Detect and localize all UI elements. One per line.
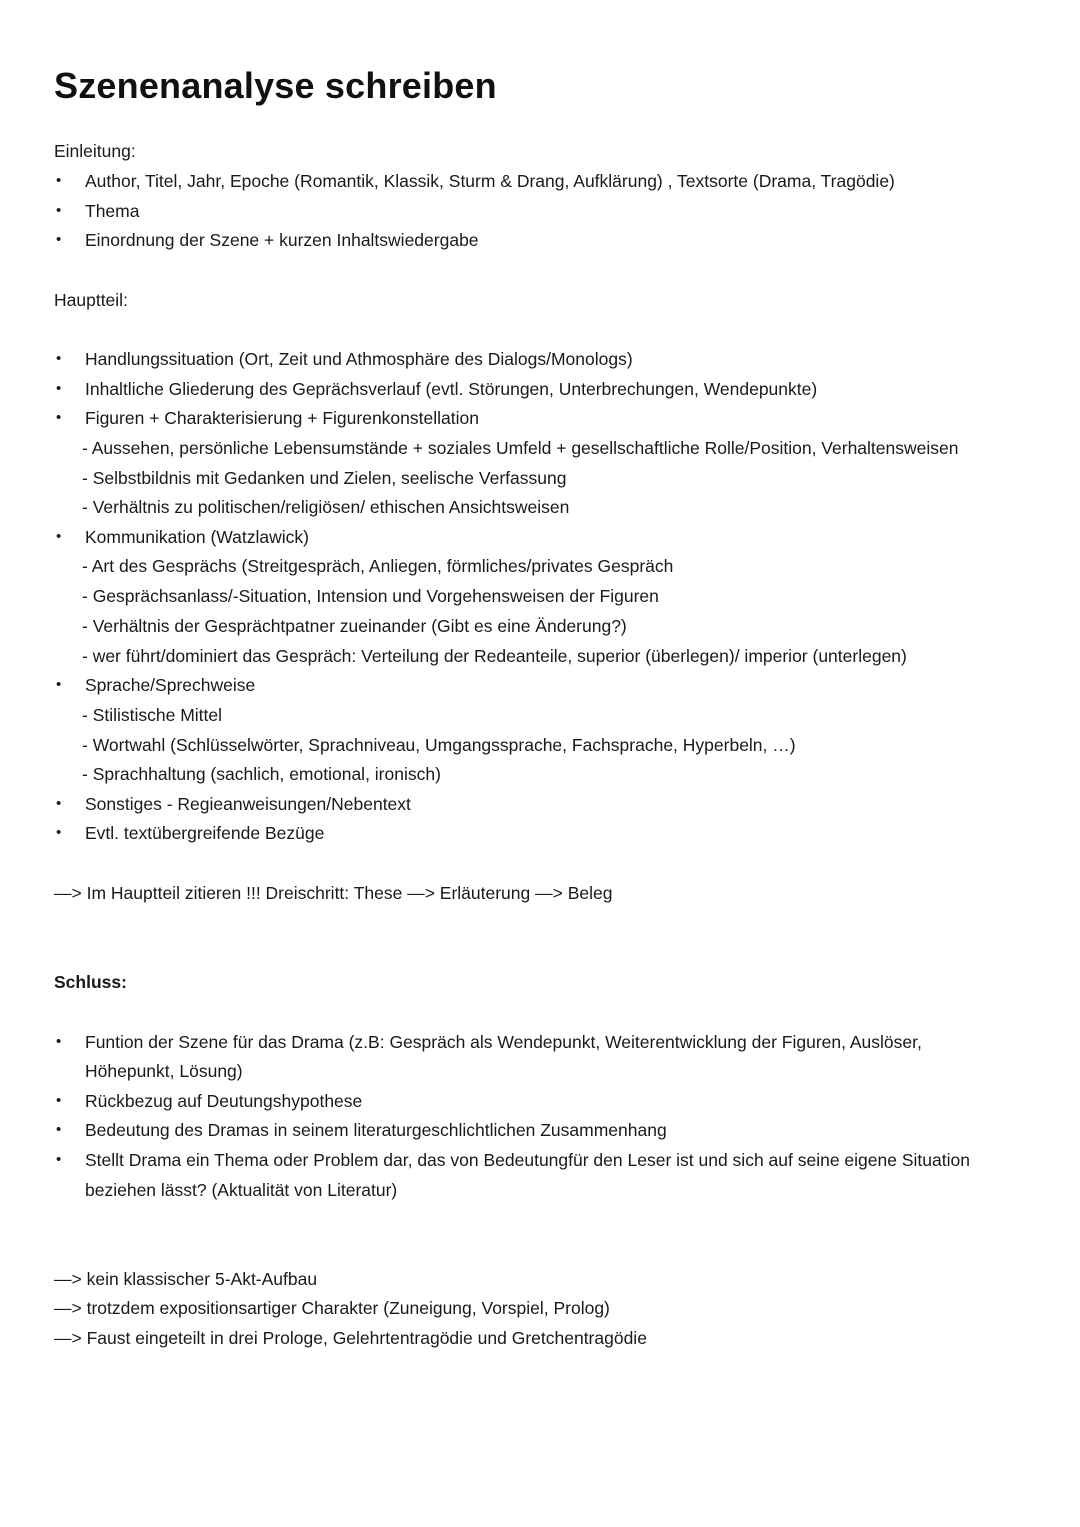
bullet-icon: •	[56, 1033, 62, 1050]
list-item-text: Bedeutung des Dramas in seinem literaturgeschlichtlichen Zusammenhang	[85, 1120, 667, 1140]
closing-note: —> kein klassischer 5-Akt-Aufbau	[54, 1269, 318, 1289]
list-item-text: Stellt Drama ein Thema oder Problem dar, das von Bedeutungfür den Leser ist und sich auf seine eigene Situation	[85, 1150, 970, 1170]
list-item-text: Kommunikation (Watzlawick)	[85, 527, 309, 547]
list-item-text: Author, Titel, Jahr, Epoche (Romantik, Klassik, Sturm & Drang, Aufklärung) , Textsorte (Drama, Tragödie)	[85, 171, 895, 191]
bullet-icon: •	[56, 795, 62, 812]
bullet-icon: •	[56, 528, 62, 545]
bullet-icon: •	[56, 1151, 62, 1168]
bullet-icon: •	[56, 1092, 62, 1109]
list-item-text: Funtion der Szene für das Drama (z.B: Gespräch als Wendepunkt, Weiterentwicklung der Figuren, Auslöser,	[85, 1032, 922, 1052]
bullet-icon: •	[56, 231, 62, 248]
bullet-icon: •	[56, 350, 62, 367]
sub-item: - Selbstbildnis mit Gedanken und Zielen, seelische Verfassung	[82, 468, 567, 488]
list-item-continuation: Höhepunkt, Lösung)	[85, 1061, 243, 1081]
sub-item: - Aussehen, persönliche Lebensumstände + soziales Umfeld + gesellschaftliche Rolle/Position, Verhaltensweisen	[82, 438, 959, 458]
list-item-text: Rückbezug auf Deutungshypothese	[85, 1091, 363, 1111]
list-item-text: Sprache/Sprechweise	[85, 675, 256, 695]
sub-item: - Wortwahl (Schlüsselwörter, Sprachniveau, Umgangssprache, Fachsprache, Hyperbeln, …)	[82, 735, 796, 755]
bullet-icon: •	[56, 1121, 62, 1138]
sub-item: - Gesprächsanlass/-Situation, Intension und Vorgehensweisen der Figuren	[82, 586, 659, 606]
section-heading-einleitung: Einleitung:	[54, 141, 136, 161]
bullet-icon: •	[56, 380, 62, 397]
list-item-text: Figuren + Charakterisierung + Figurenkonstellation	[85, 408, 479, 428]
section-heading-hauptteil: Hauptteil:	[54, 290, 128, 310]
hauptteil-note: —> Im Hauptteil zitieren !!! Dreischritt: These —> Erläuterung —> Beleg	[54, 883, 613, 903]
list-item-continuation: beziehen lässt? (Aktualität von Literatur)	[85, 1180, 398, 1200]
closing-note: —> Faust eingeteilt in drei Prologe, Gelehrtentragödie und Gretchentragödie	[54, 1328, 647, 1348]
sub-item: - wer führt/dominiert das Gespräch: Verteilung der Redeanteile, superior (überlegen)/ imperior (unterlegen)	[82, 646, 907, 666]
sub-item: - Art des Gesprächs (Streitgespräch, Anliegen, förmliches/privates Gespräch	[82, 556, 674, 576]
list-item-text: Sonstiges - Regieanweisungen/Nebentext	[85, 794, 411, 814]
list-item-text: Handlungssituation (Ort, Zeit und Athmosphäre des Dialogs/Monologs)	[85, 349, 633, 369]
list-item-text: Evtl. textübergreifende Bezüge	[85, 823, 325, 843]
bullet-icon: •	[56, 676, 62, 693]
closing-note: —> trotzdem expositionsartiger Charakter (Zuneigung, Vorspiel, Prolog)	[54, 1298, 610, 1318]
list-item-text: Thema	[85, 201, 140, 221]
bullet-icon: •	[56, 824, 62, 841]
bullet-icon: •	[56, 409, 62, 426]
list-item-text: Einordnung der Szene + kurzen Inhaltswiedergabe	[85, 230, 479, 250]
bullet-icon: •	[56, 172, 62, 189]
sub-item: - Stilistische Mittel	[82, 705, 223, 725]
bullet-icon: •	[56, 202, 62, 219]
sub-item: - Verhältnis zu politischen/religiösen/ ethischen Ansichtsweisen	[82, 497, 570, 517]
section-heading-schluss: Schluss:	[54, 972, 127, 992]
sub-item: - Verhältnis der Gesprächtpatner zueinander (Gibt es eine Änderung?)	[82, 616, 627, 636]
sub-item: - Sprachhaltung (sachlich, emotional, ironisch)	[82, 764, 441, 784]
page-title: Szenenanalyse schreiben	[54, 65, 497, 106]
list-item-text: Inhaltliche Gliederung des Geprächsverlauf (evtl. Störungen, Unterbrechungen, Wendepunkte)	[85, 379, 818, 399]
